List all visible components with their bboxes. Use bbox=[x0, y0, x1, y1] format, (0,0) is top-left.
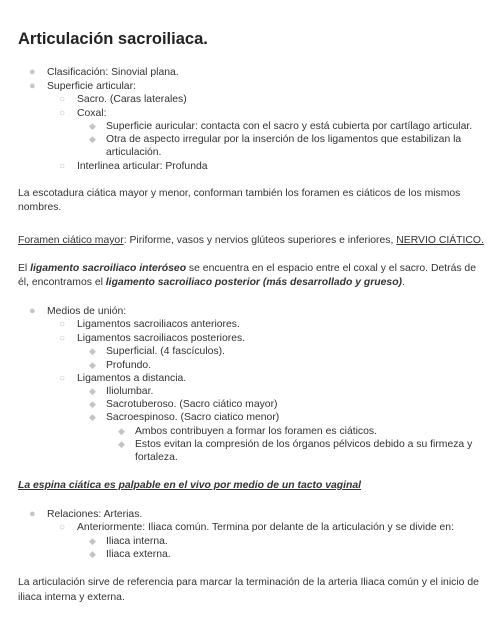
list-item-posteriores: Ligamentos sacroiliacos posteriores. bbox=[77, 333, 246, 344]
bullet-dot-icon: ● bbox=[29, 305, 36, 317]
para2-l1-c: se encuentra en el espacio entre el coxal y el sacro. Detrás de bbox=[186, 263, 476, 274]
para2-l1-bold: ligamento sacroiliaco interóseo bbox=[30, 263, 187, 274]
list-item-coxal-irregular: Otra de aspecto irregular por la inserción de los ligamentos que estabilizan la bbox=[106, 134, 462, 145]
paragraph-escotadura-line1: La escotadura ciática mayor y menor, conforman también los foramen es ciáticos de los mismos bbox=[18, 188, 461, 199]
bullet-dot-icon: ● bbox=[29, 66, 36, 78]
page-title: Articulación sacroiliaca. bbox=[18, 30, 208, 48]
list-item-nota-estos-cont: fortaleza. bbox=[135, 452, 178, 463]
bullet-diamond-icon: ◆ bbox=[89, 549, 96, 559]
para2-l1-a: El bbox=[18, 263, 31, 274]
para2-l2-c: . bbox=[402, 277, 405, 288]
bullet-diamond-icon: ◆ bbox=[89, 134, 96, 144]
list-item-clasificacion: Clasificación: Sinovial plana. bbox=[47, 67, 179, 78]
espina-a: La espina ciática bbox=[18, 480, 105, 491]
paragraph-ligamento-line2 bbox=[18, 276, 405, 289]
bullet-circle-icon: ○ bbox=[59, 94, 66, 105]
list-item-interlinea: Interlinea articular: Profunda bbox=[77, 161, 208, 172]
bullet-circle-icon: ○ bbox=[59, 333, 66, 344]
foramen-line bbox=[18, 234, 484, 247]
para2-l2-a: él, encontramos el bbox=[18, 277, 106, 288]
bullet-circle-icon: ○ bbox=[59, 161, 66, 172]
espina-c: por medio de un tacto vaginal bbox=[210, 480, 362, 491]
foramen-nerve: NERVIO CIÁTICO. bbox=[396, 235, 484, 246]
foramen-label: Foramen ciático mayor bbox=[18, 235, 124, 246]
bullet-diamond-icon: ◆ bbox=[89, 360, 96, 370]
bullet-diamond-icon: ◆ bbox=[89, 412, 96, 422]
bullet-circle-icon: ○ bbox=[59, 108, 66, 119]
bullet-diamond-icon: ◆ bbox=[89, 346, 96, 356]
bullet-diamond-icon: ◆ bbox=[89, 399, 96, 409]
paragraph-referencia-line1: La articulación sirve de referencia para marcar la terminación de la arteria Iliaca común y el inicio de bbox=[18, 577, 479, 588]
list-item-relaciones: Relaciones: Arterias. bbox=[47, 509, 143, 520]
list-item-superficie: Superficie articular: bbox=[47, 81, 136, 92]
paragraph-escotadura-line2: nombres. bbox=[18, 202, 62, 213]
foramen-separator: : bbox=[123, 235, 127, 246]
para2-l2-bold: ligamento sacroiliaco posterior (más desarrollado y grueso) bbox=[105, 277, 403, 288]
espina-b: es palpable en el vivo bbox=[104, 480, 211, 491]
list-item-coxal-irregular-cont: articulación. bbox=[106, 147, 162, 158]
list-item-coxal: Coxal: bbox=[77, 108, 107, 119]
bullet-dot-icon: ● bbox=[29, 508, 36, 520]
bullet-diamond-icon: ◆ bbox=[118, 439, 125, 449]
bullet-circle-icon: ○ bbox=[59, 373, 66, 384]
bullet-circle-icon: ○ bbox=[59, 522, 66, 533]
list-item-medios: Medios de unión: bbox=[47, 306, 127, 317]
list-item-nota-ambos: Ambos contribuyen a formar los foramen es ciáticos. bbox=[135, 426, 377, 437]
bullet-diamond-icon: ◆ bbox=[89, 386, 96, 396]
list-item-profundo: Profundo. bbox=[106, 360, 152, 371]
foramen-text: Piriforme, vasos y nervios glúteos superiores e inferiores, bbox=[126, 235, 397, 246]
list-item-iliaca-externa: Iliaca externa. bbox=[106, 549, 171, 560]
list-item-sacro: Sacro. (Caras laterales) bbox=[77, 94, 187, 105]
list-item-anteriores: Ligamentos sacroiliacos anteriores. bbox=[77, 319, 240, 330]
list-item-nota-estos: Estos evitan la compresión de los órganos pélvicos debido a su firmeza y bbox=[135, 439, 473, 450]
espina-line bbox=[18, 479, 361, 492]
bullet-dot-icon: ● bbox=[29, 80, 36, 92]
paragraph-referencia-line2: iliaca interna y externa. bbox=[18, 592, 125, 603]
list-item-coxal-auricular: Superficie auricular: contacta con el sacro y está cubierta por cartílago articular. bbox=[106, 121, 473, 132]
list-item-sacrotuberoso: Sacrotuberoso. (Sacro ciático mayor) bbox=[106, 399, 278, 410]
bullet-diamond-icon: ◆ bbox=[118, 426, 125, 436]
list-item-distancia: Ligamentos a distancia. bbox=[77, 373, 187, 384]
list-item-superficial: Superficial. (4 fascículos). bbox=[106, 346, 225, 357]
list-item-sacroespinoso: Sacroespinoso. (Sacro ciatico menor) bbox=[106, 412, 280, 423]
list-item-iliaca-interna: Iliaca interna. bbox=[106, 536, 168, 547]
list-item-iliolumbar: Iliolumbar. bbox=[106, 386, 154, 397]
bullet-diamond-icon: ◆ bbox=[89, 536, 96, 546]
bullet-diamond-icon: ◆ bbox=[89, 121, 96, 131]
list-item-anteriormente: Anteriormente: Iliaca común. Termina por delante de la articulación y se divide en: bbox=[77, 522, 454, 533]
paragraph-ligamento-line1 bbox=[18, 262, 476, 275]
bullet-circle-icon: ○ bbox=[59, 319, 66, 330]
